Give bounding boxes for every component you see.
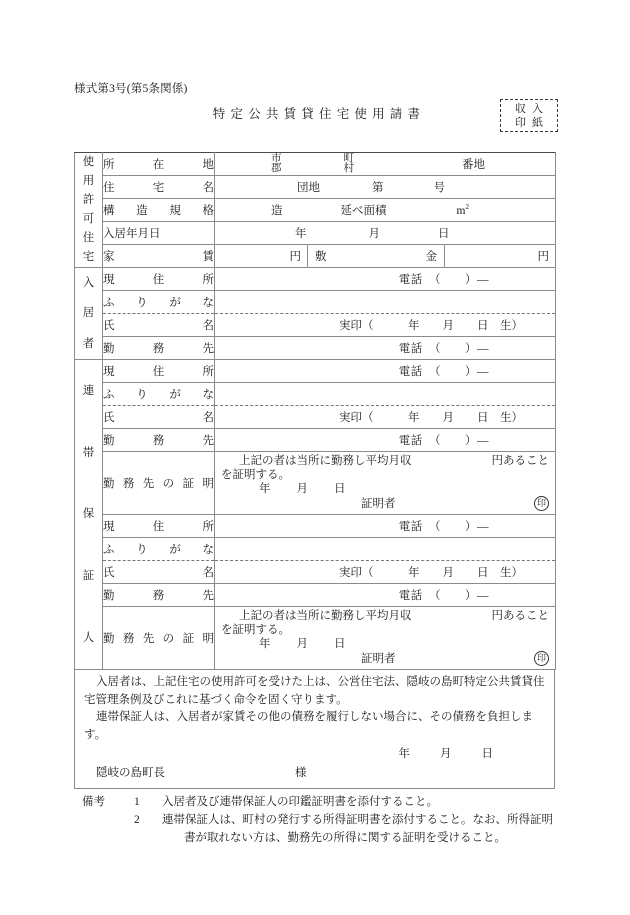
note-text: 連帯保証人は、町村の発行する所得証明書を添付すること。なお、所得証明 — [162, 814, 553, 826]
note-number: 1 — [134, 796, 140, 808]
cert-date-line: 年 月 日 — [259, 483, 346, 495]
resident-work-label-cell: 勤 務 先 — [103, 337, 215, 360]
vlabel-char: 連 — [82, 384, 95, 397]
seal-icon: 印 — [534, 651, 549, 666]
guarantor2-address-value-cell[interactable] — [215, 515, 556, 538]
table-row — [75, 360, 556, 383]
cert-line1-tail: 円あること — [491, 455, 549, 467]
structure-label-cell: 構 造 規 格 — [103, 199, 215, 222]
vlabel-char: 許 — [82, 194, 95, 207]
guarantor1-furigana-value-cell[interactable] — [215, 383, 556, 406]
declaration-addressee-line — [84, 765, 545, 783]
movein-label: 入居年月日 — [103, 228, 161, 240]
vlabel-char: 証 — [82, 570, 95, 583]
guarantor2-name-value-cell[interactable] — [215, 561, 556, 584]
declaration-paragraph-2: 連帯保証人は、入居者が家賃その他の債務を履行しない場合に、その債務を負担します。 — [84, 711, 533, 741]
guarantor2-name-label-cell: 氏 名 — [103, 561, 215, 584]
resident-name-label-cell: 氏 名 — [103, 314, 215, 337]
location-label-cell: 所 在 地 — [103, 153, 215, 176]
declaration-date-line: 年 月 日 — [398, 748, 493, 760]
vlabel-char: 居 — [82, 307, 95, 320]
notes-section — [82, 793, 562, 847]
table-row — [75, 452, 556, 515]
table-row — [75, 153, 556, 176]
guarantor1-seal-birth: 実印（ 年 月 日 生） — [339, 412, 523, 424]
table-row — [75, 538, 556, 561]
revenue-stamp-line2: 印紙 — [515, 116, 549, 129]
vlabel-char: 帯 — [82, 446, 95, 459]
table-row — [75, 561, 556, 584]
table-row — [75, 429, 556, 452]
cert-line1: 上記の者は当所に勤務し平均月収 — [239, 610, 412, 622]
vlabel-char: 宅 — [82, 251, 95, 264]
rent-deposit-cell — [215, 245, 556, 268]
vlabel-char: 使 — [82, 156, 95, 169]
guarantor1-furigana-label-cell: ふ り が な — [103, 383, 215, 406]
guarantor1-address-value-cell[interactable] — [215, 360, 556, 383]
cert-line1-tail: 円あること — [491, 610, 549, 622]
deposit-label-cell: 敷 金 — [308, 245, 445, 267]
guarantor2-furigana-value-cell[interactable] — [215, 538, 556, 561]
cert-line2: を証明する。 — [221, 469, 290, 481]
dwelling-name-label-cell: 住 宅 名 — [103, 176, 215, 199]
declaration-box — [74, 670, 555, 789]
note-item — [82, 811, 562, 847]
application-table — [74, 152, 556, 670]
note-number: 2 — [134, 814, 140, 826]
table-row — [75, 607, 556, 670]
rent-amount-cell[interactable] — [215, 245, 308, 267]
structure-value-cell[interactable] — [215, 199, 556, 222]
form-number: 様式第3号(第5条関係) — [74, 83, 188, 95]
area-unit: $m^2$ — [456, 203, 469, 217]
movein-label-cell — [103, 222, 215, 245]
guarantor2-tel: 電話 （ ）— — [398, 521, 489, 533]
guarantor2-work-label-cell: 勤 務 先 — [103, 584, 215, 607]
resident-vertical-label — [75, 268, 103, 360]
table-row — [75, 584, 556, 607]
note-text: 入居者及び連帯保証人の印鑑証明書を添付すること。 — [162, 796, 438, 808]
revenue-stamp-line1: 収入 — [515, 102, 549, 115]
addressee-name: 隠岐の島町長 — [96, 766, 165, 779]
table-row — [75, 222, 556, 245]
rent-label-cell: 家 賃 — [103, 245, 215, 268]
location-value-cell[interactable] — [215, 153, 556, 176]
resident-work-value-cell[interactable] — [215, 337, 556, 360]
danchi-label: 団地 — [297, 182, 320, 194]
cert-line1: 上記の者は当所に勤務し平均月収 — [239, 455, 412, 467]
cert-certifier-label: 証明者 — [361, 652, 396, 665]
guarantor1-work-value-cell[interactable] — [215, 429, 556, 452]
note-item — [82, 793, 562, 811]
dwelling-name-value-cell[interactable] — [215, 176, 556, 199]
shi-gun-stack: 市 郡 — [271, 152, 282, 174]
guarantor1-tel: 電話 （ ）— — [398, 366, 489, 378]
seal-icon: 印 — [534, 496, 549, 511]
addressee-honorific: 様 — [295, 766, 307, 779]
resident-address-value-cell[interactable] — [215, 268, 556, 291]
guarantor1-name-label-cell: 氏 名 — [103, 406, 215, 429]
movein-value-cell[interactable] — [215, 222, 556, 245]
rent-yen-label: 円 — [289, 251, 301, 263]
guarantor1-work-label-cell: 勤 務 先 — [103, 429, 215, 452]
table-row — [75, 515, 556, 538]
guarantor1-cert-value-cell[interactable] — [215, 452, 556, 515]
table-row — [75, 268, 556, 291]
table-row — [75, 199, 556, 222]
guarantor2-cert-label-cell: 勤 務 先 の 証 明 — [103, 607, 215, 670]
dwelling-vertical-label — [75, 153, 103, 268]
guarantor2-seal-birth: 実印（ 年 月 日 生） — [339, 567, 523, 579]
guarantor1-address-label-cell: 現 住 所 — [103, 360, 215, 383]
revenue-stamp-box — [500, 99, 558, 132]
resident-name-value-cell[interactable] — [215, 314, 556, 337]
vlabel-char: 用 — [82, 175, 95, 188]
vlabel-char: 入 — [82, 277, 95, 290]
guarantor2-work-tel: 電話 （ ）— — [398, 590, 489, 602]
gou-label: 号 — [433, 182, 445, 194]
table-row — [75, 406, 556, 429]
area-label: 延べ面積 — [340, 205, 387, 217]
vlabel-char: 保 — [82, 508, 95, 521]
cho-son-stack: 町 村 — [343, 152, 354, 174]
cert-line2: を証明する。 — [221, 624, 290, 636]
guarantor1-name-value-cell[interactable] — [215, 406, 556, 429]
guarantor2-work-value-cell[interactable] — [215, 584, 556, 607]
guarantor-vertical-label — [75, 360, 103, 670]
notes-label: 備考 — [82, 796, 105, 808]
table-row — [75, 291, 556, 314]
guarantor1-work-tel: 電話 （ ）— — [398, 435, 489, 447]
deposit-yen-label: 円 — [537, 251, 549, 263]
guarantor2-furigana-label-cell: ふ り が な — [103, 538, 215, 561]
resident-tel: 電話 （ ）— — [398, 274, 489, 286]
resident-work-tel: 電話 （ ）— — [398, 343, 489, 355]
month-label: 月 — [368, 228, 380, 240]
day-label: 日 — [438, 228, 450, 240]
declaration-paragraph-1: 入居者は、上記住宅の使用許可を受けた上は、公営住宅法、隠岐の島町特定公共賃貸住宅管理条例及びこれに基づく命令を固く守ります。 — [84, 676, 545, 706]
note-text-continuation: 書が取れない方は、勤務先の所得に関する証明を受けること。 — [184, 832, 506, 844]
guarantor2-cert-value-cell[interactable] — [215, 607, 556, 670]
page-title: 特定公共賃貸住宅使用請書 — [212, 107, 426, 121]
guarantor2-address-label-cell: 現 住 所 — [103, 515, 215, 538]
year-label: 年 — [295, 228, 307, 240]
vlabel-char: 住 — [82, 232, 95, 245]
vlabel-char: 人 — [82, 632, 95, 645]
cert-date-line: 年 月 日 — [259, 638, 346, 650]
table-row — [75, 314, 556, 337]
resident-furigana-label-cell: ふ り が な — [103, 291, 215, 314]
banchi-label: 番地 — [462, 159, 485, 171]
deposit-amount-cell[interactable] — [445, 245, 556, 267]
zou-label: 造 — [271, 205, 283, 217]
cert-certifier-label: 証明者 — [361, 497, 396, 510]
table-row — [75, 176, 556, 199]
table-row — [75, 337, 556, 360]
table-row — [75, 245, 556, 268]
vlabel-char: 者 — [82, 337, 95, 350]
resident-furigana-value-cell[interactable] — [215, 291, 556, 314]
vlabel-char: 可 — [82, 213, 95, 226]
resident-address-label-cell: 現 住 所 — [103, 268, 215, 291]
guarantor1-cert-label-cell: 勤 務 先 の 証 明 — [103, 452, 215, 515]
table-row — [75, 383, 556, 406]
resident-seal-birth: 実印（ 年 月 日 生） — [339, 320, 523, 332]
dai-label: 第 — [372, 182, 384, 194]
